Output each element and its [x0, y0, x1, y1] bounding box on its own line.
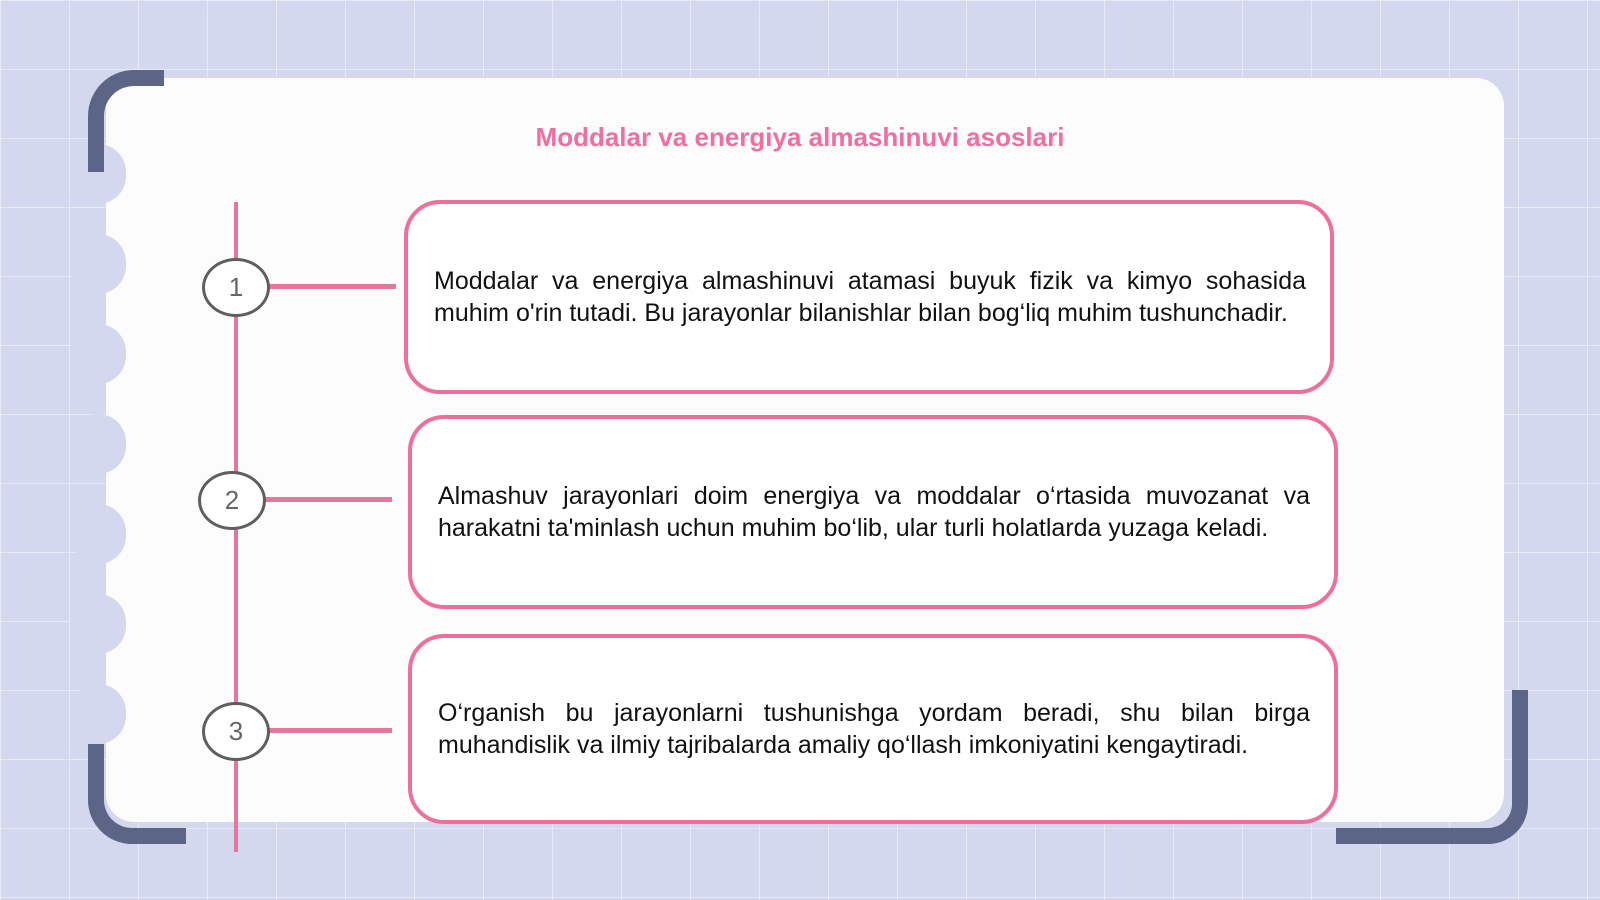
- paper-notch: [70, 684, 126, 744]
- step-marker-3: 3: [202, 702, 270, 761]
- page-title: Moddalar va energiya almashinuvi asoslari: [535, 122, 1065, 152]
- paper-notch: [70, 594, 126, 654]
- paper-notch: [70, 324, 126, 384]
- card-text: Moddalar va energiya almashinuvi atamasi buyuk fizik va kimyo sohasida muhim o'rin tutadi. Bu jarayonlar bilanishlar bilan bog‘liq muhim tushunchadir.: [434, 267, 1306, 327]
- timeline-connector: [266, 284, 396, 289]
- timeline-connector: [262, 497, 392, 502]
- timeline-card-1: [404, 200, 1334, 394]
- timeline-card-2: [408, 415, 1338, 609]
- frame-corner-top-left: [88, 70, 164, 172]
- timeline-card-3: [408, 634, 1338, 824]
- card-text: Almashuv jarayonlari doim energiya va moddalar o‘rtasida muvozanat va harakatni ta'minlash uchun muhim bo‘lib, ular turli holatlarda yuzaga keladi.: [438, 482, 1310, 542]
- step-marker-2: 2: [198, 471, 266, 530]
- paper-notch: [70, 234, 126, 294]
- frame-corner-bottom-right: [1336, 690, 1528, 844]
- frame-corner-bottom-left: [88, 744, 186, 844]
- step-marker-1: 1: [202, 258, 270, 317]
- timeline-connector: [266, 728, 392, 733]
- paper-notch: [70, 504, 126, 564]
- paper-notch: [70, 414, 126, 474]
- card-text: O‘rganish bu jarayonlarni tushunishga yordam beradi, shu bilan birga muhandislik va ilmiy tajribalarda amaliy qo‘llash imkoniyatini kengaytiradi.: [438, 699, 1310, 759]
